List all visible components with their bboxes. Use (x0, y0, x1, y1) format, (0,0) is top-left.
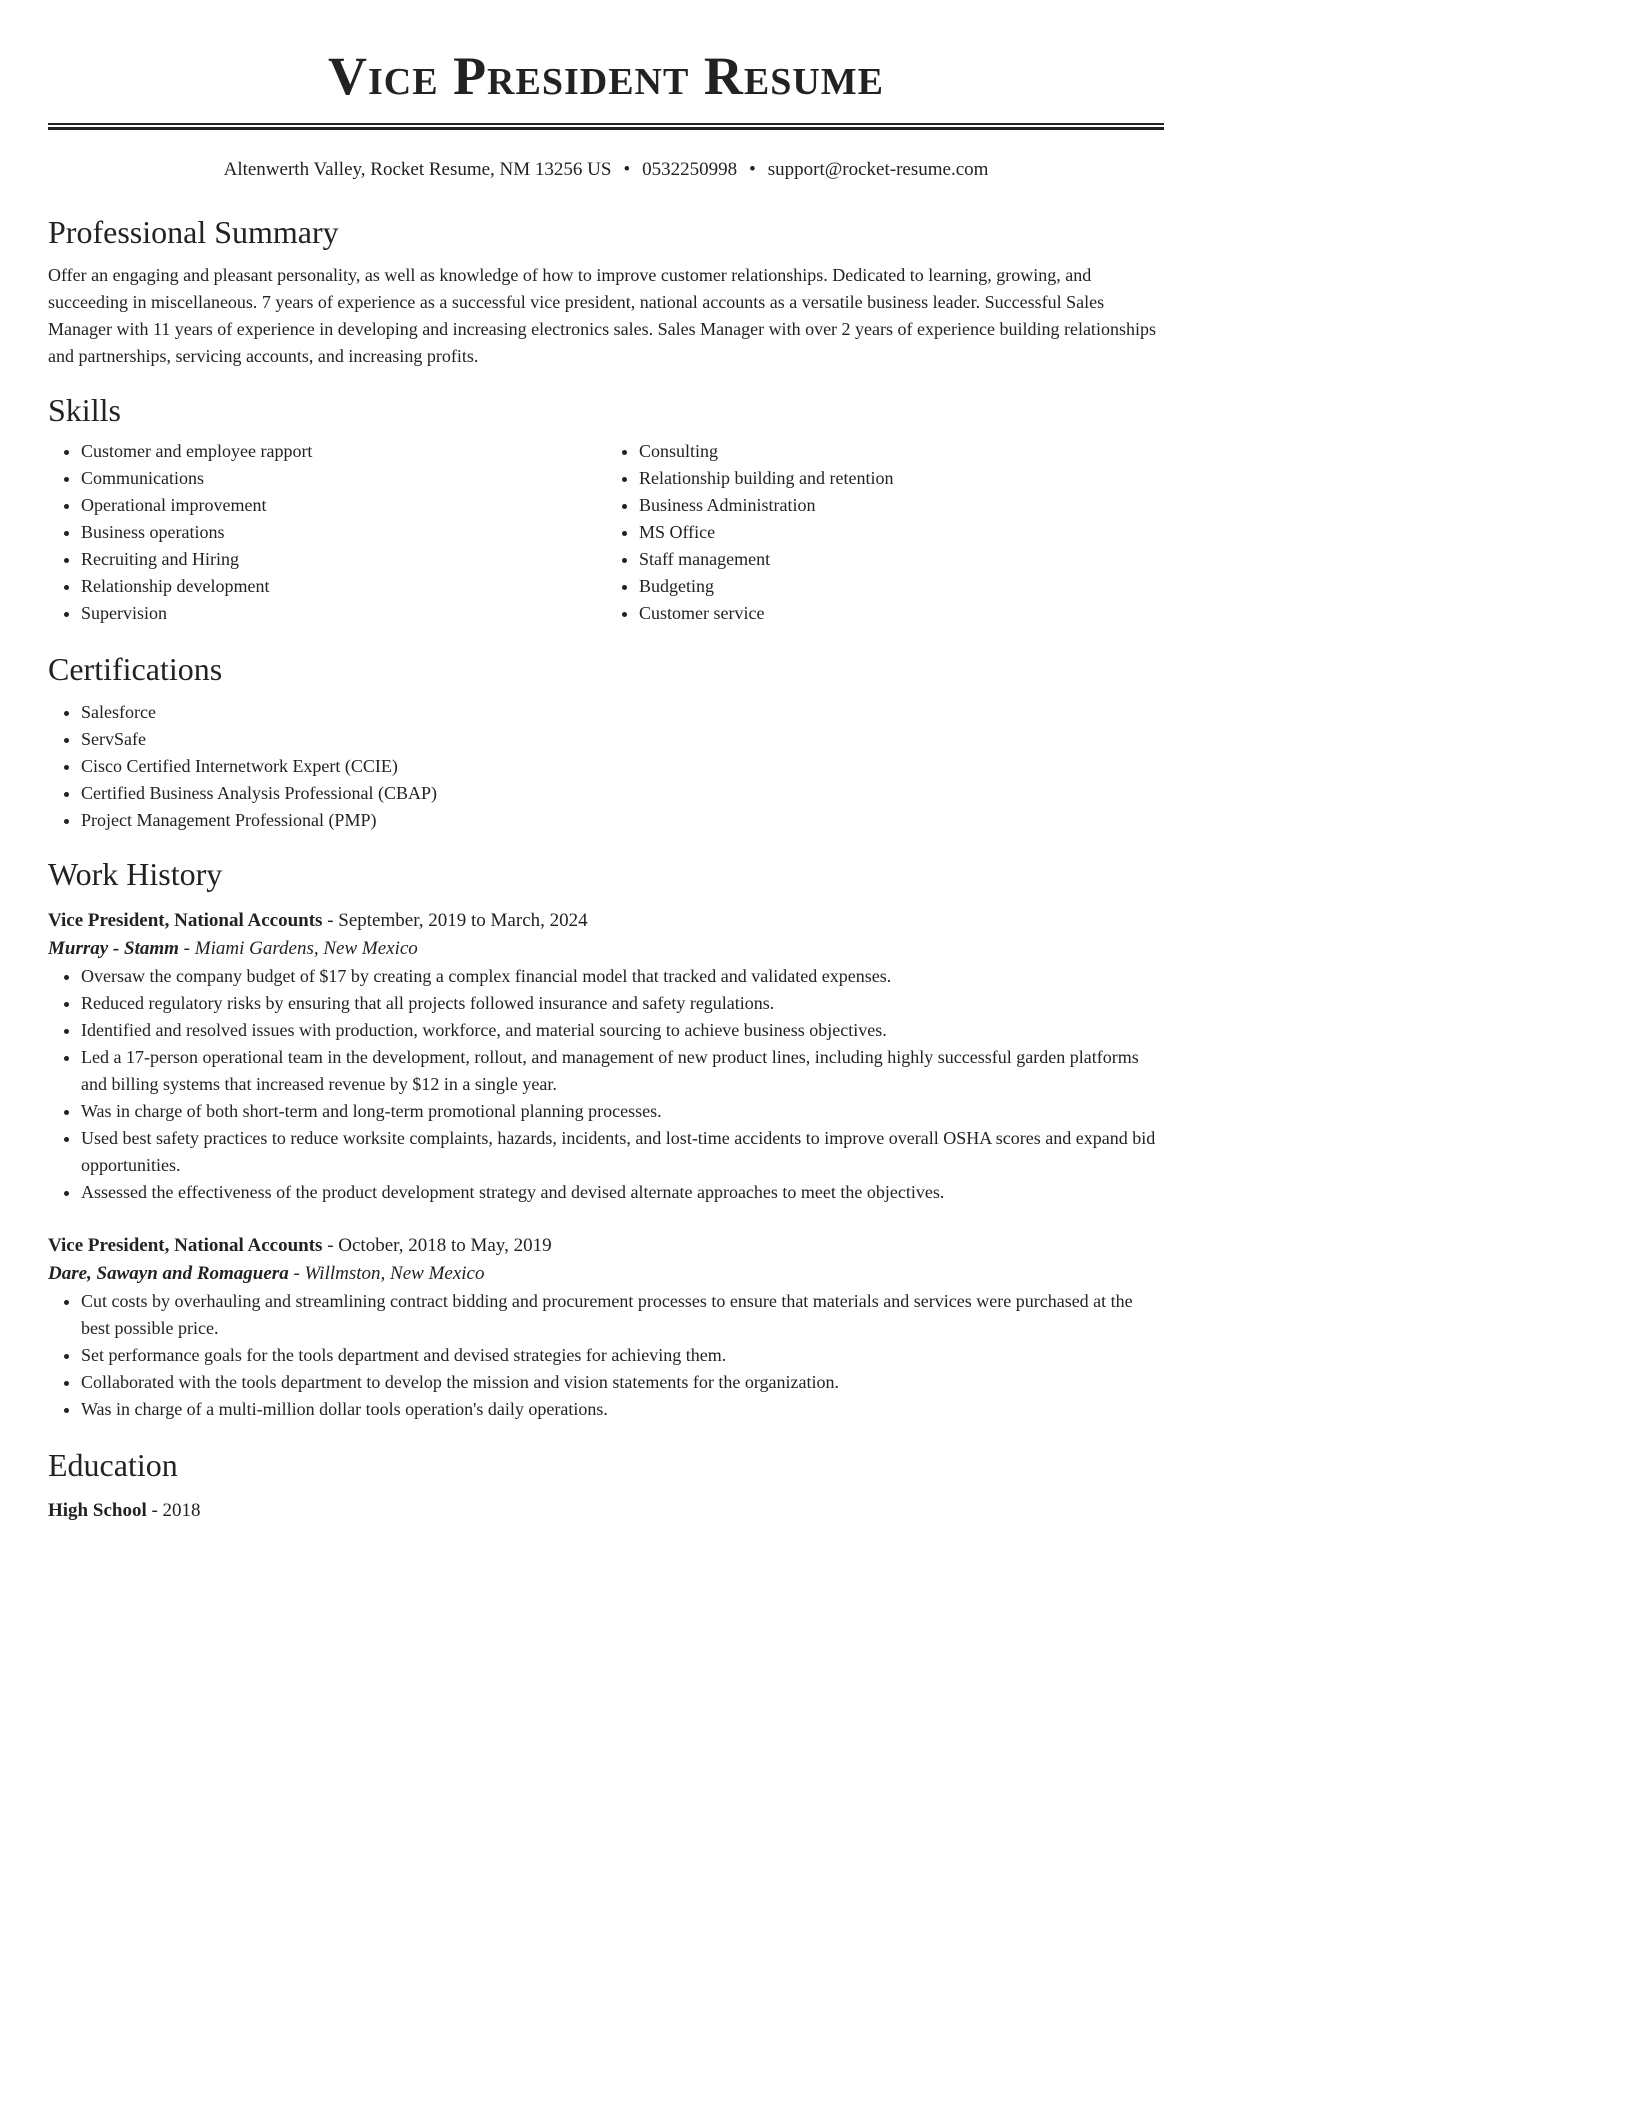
job-company-line (48, 1260, 1164, 1288)
skill-item: • Budgeting (639, 573, 1164, 600)
education-entry (48, 1497, 1164, 1525)
job-entry (48, 907, 1164, 1206)
job-bullet: • Used best safety practices to reduce worksite complaints, hazards, incidents, and lost-time accidents to improve overall OSHA scores and expand bid opportunities. (81, 1125, 1164, 1179)
skills-columns (48, 438, 1164, 627)
skills-left-list (48, 438, 606, 627)
job-bullet: • Was in charge of a multi-million dollar tools operation's daily operations. (81, 1396, 1164, 1423)
certifications-heading: Certifications (48, 651, 223, 687)
certifications-list (48, 699, 1164, 834)
job-entry (48, 1232, 1164, 1423)
skill-item: • Staff management (639, 546, 1164, 573)
job-bullet: • Reduced regulatory risks by ensuring that all projects followed insurance and safety regulations. (81, 990, 1164, 1017)
job-title-line (48, 907, 1164, 935)
skill-item: • Customer service (639, 600, 1164, 627)
certification-item: • Project Management Professional (PMP) (81, 807, 1164, 834)
work-history-heading: Work History (48, 856, 223, 892)
skill-item: • Business operations (81, 519, 606, 546)
skills-heading: Skills (48, 392, 121, 428)
skill-item: • Recruiting and Hiring (81, 546, 606, 573)
job-bullet: • Assessed the effectiveness of the product development strategy and devised alternate approaches to meet the objectives. (81, 1179, 1164, 1206)
job-title: Vice President, National Accounts (48, 1235, 323, 1256)
title-divider (48, 123, 1164, 130)
education-heading: Education (48, 1447, 178, 1483)
contact-line (48, 158, 1164, 182)
job-bullet: • Led a 17-person operational team in the development, rollout, and management of new product lines, including highly successful garden platforms and billing systems that increased revenue by $12 in a single year. (81, 1044, 1164, 1098)
job-location: - Miami Gardens, New Mexico (178, 938, 418, 959)
job-title: Vice President, National Accounts (48, 910, 323, 931)
job-dates: - September, 2019 to March, 2024 (322, 910, 588, 931)
contact-phone: 0532250998 (642, 159, 738, 180)
job-bullet: • Oversaw the company budget of $17 by creating a complex financial model that tracked and validated expenses. (81, 963, 1164, 990)
contact-separator: • (623, 159, 631, 180)
job-dates: - October, 2018 to May, 2019 (322, 1235, 552, 1256)
contact-address: Altenwerth Valley, Rocket Resume, NM 13256 US (223, 159, 612, 180)
skills-right-list (606, 438, 1164, 627)
skill-item: • Business Administration (639, 492, 1164, 519)
skill-item: • Relationship building and retention (639, 465, 1164, 492)
contact-separator: • (749, 159, 756, 180)
contact-email: support@rocket-resume.com (767, 159, 989, 180)
summary-heading: Professional Summary (48, 214, 339, 250)
job-company-line (48, 935, 1164, 963)
education-year: - 2018 (146, 1500, 201, 1521)
skill-item: • MS Office (639, 519, 1164, 546)
job-bullet: • Identified and resolved issues with production, workforce, and material sourcing to achieve business objectives. (81, 1017, 1164, 1044)
skill-item: • Operational improvement (81, 492, 606, 519)
skill-item: • Customer and employee rapport (81, 438, 606, 465)
job-bullet: • Collaborated with the tools department to develop the mission and vision statements for the organization. (81, 1369, 1164, 1396)
education-school: High School (48, 1500, 147, 1521)
job-bullets (48, 1288, 1164, 1423)
job-company: Dare, Sawayn and Romaguera (48, 1263, 289, 1284)
job-bullet: • Cut costs by overhauling and streamlining contract bidding and procurement processes to ensure that materials and services were purchased at the best possible price. (81, 1288, 1164, 1342)
job-bullet: • Was in charge of both short-term and long-term promotional planning processes. (81, 1098, 1164, 1125)
job-location: - Willmston, New Mexico (288, 1263, 485, 1284)
certification-item: • Certified Business Analysis Professional (CBAP) (81, 780, 1164, 807)
job-bullet: • Set performance goals for the tools department and devised strategies for achieving them. (81, 1342, 1164, 1369)
job-company: Murray - Stamm (48, 938, 179, 959)
skill-item: • Supervision (81, 600, 606, 627)
job-bullets (48, 963, 1164, 1206)
certification-item: • Cisco Certified Internetwork Expert (CCIE) (81, 753, 1164, 780)
resume-title: Vice President Resume (328, 46, 884, 106)
skill-item: • Communications (81, 465, 606, 492)
certification-item: • Salesforce (81, 699, 1164, 726)
summary-text: Offer an engaging and pleasant personality, as well as knowledge of how to improve customer relationships. Dedicated to learning, growing, and succeeding in miscellaneous. 7 years of experience as a successful vice president, national accounts as a versatile business leader. Successful Sales Manager with 11 years of experience in developing and increasing electronics sales. Sales Manager with over 2 years of experience building relationships and partnerships, servicing accounts, and increasing profits. (48, 265, 1156, 366)
certification-item: • ServSafe (81, 726, 1164, 753)
skill-item: • Consulting (639, 438, 1164, 465)
skill-item: • Relationship development (81, 573, 606, 600)
job-title-line (48, 1232, 1164, 1260)
